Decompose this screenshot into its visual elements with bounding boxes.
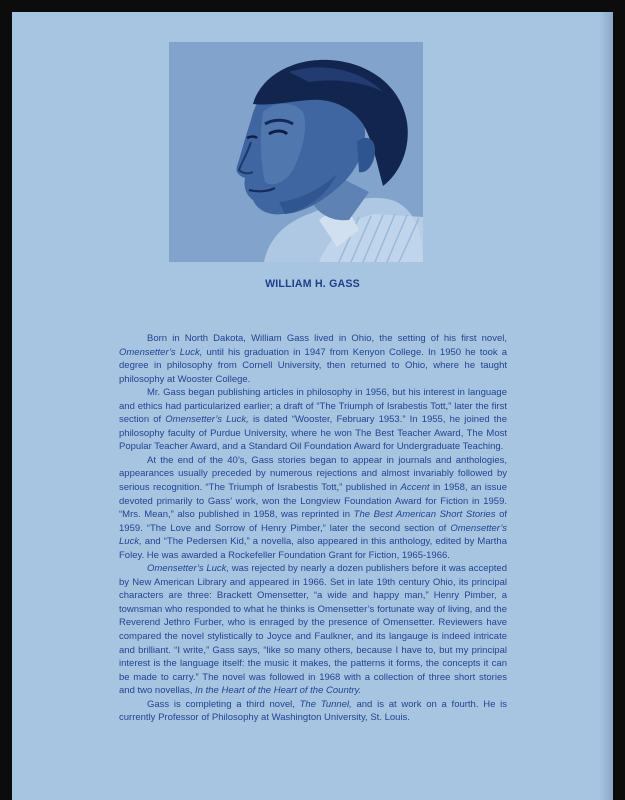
bio-text: Gass is completing a third novel,: [147, 698, 300, 710]
document-page: [12, 12, 613, 800]
author-portrait-photo: [169, 42, 423, 262]
bio-paragraph: [119, 454, 507, 562]
portrait-illustration: [169, 42, 423, 262]
bio-text: in 1958, an issue devoted primarily to Gass’ work, won the Longview Foundation Award for Fiction in 1959. “Mrs. Mean,” also published in 1958, was reprinted in: [119, 482, 507, 521]
bio-paragraph: [119, 386, 507, 454]
bio-text: and is at work on a fourth. He is currently Professor of Philosophy at Washington University, St. Louis.: [119, 698, 507, 724]
anthology-title: The Best American Short Stories: [353, 509, 496, 521]
bio-text: Mr. Gass began publishing articles in philosophy in 1956, but his interest in language and ethics had particularized earlier; a draft of “The Triumph of Israbestis Tott,” later the first section of: [119, 387, 507, 426]
bio-text: of 1959. “The Love and Sorrow of Henry Pimber,” later the second section of: [119, 509, 507, 534]
book-title: Omensetter’s Luck,: [165, 414, 249, 426]
biography-text: [119, 332, 507, 725]
bio-text: At the end of the 40’s, Gass stories began to appear in journals and anthologies, appearances usually preceded by numerous rejections and almost invariably followed by serious recognition. “The Triumph of Israbestis Tott,” published in: [119, 454, 507, 494]
bio-text: is dated “Wooster, February 1953.” In 1955, he joined the philosophy faculty of Purdue University, where he won The Best Teacher Award, The Most Popular Teacher Award, and a Standard Oil Foundation Award for Undergraduate Teaching.: [119, 414, 507, 453]
bio-paragraph: [119, 698, 507, 725]
book-title: The Tunnel,: [299, 698, 352, 710]
author-name-heading: WILLIAM H. GASS: [265, 278, 360, 290]
bio-text: and “The Pedersen Kid,” a novella, also appeared in this anthology, edited by Martha Foley. He was awarded a Rockefeller Foundation Grant for Fiction, 1965-1966.: [119, 536, 507, 561]
bio-text: was rejected by nearly a dozen publishers before it was accepted by New American Library and appeared in 1966. Set in late 19th century Ohio, its principal characters are three: Brackett Omensetter, “a wide and happy man,” Henry Pimber, a townsman who responded to what he thinks is Omensetter’s fortunate way of living, and the Reverend Jethro Furber, who is enraged by the presence of Omensetter. Reviewers have compared the novel stylistically to Joyce and Faulkner, and its langauge is indeed intricate and brilliant. “I write,” Gass says, “like so many others, because I have to, but my principal interest is the language itself: the music it makes, the patterns it forms, the concepts it can be made to carry.” The novel was followed in 1968 with a collection of three short stories and two novellas,: [119, 563, 507, 697]
book-title: In the Heart of the Heart of the Country.: [195, 685, 362, 697]
book-title: Omensetter’s Luck,: [147, 563, 230, 575]
book-title: Omensetter’s Luck,: [119, 346, 203, 358]
bio-paragraph: [119, 332, 507, 386]
bio-text: until his graduation in 1947 from Kenyon College. In 1950 he took a degree in philosophy from Cornell University, then returned to Ohio, where he taught philosophy at Wooster College.: [119, 346, 507, 385]
page-edge-shadow: [599, 12, 613, 800]
book-title: Omensetter’s Luck,: [119, 522, 507, 548]
journal-title: Accent: [400, 482, 430, 494]
bio-text: Born in North Dakota, William Gass lived in Ohio, the setting of his first novel,: [147, 333, 507, 344]
bio-paragraph: [119, 562, 507, 697]
